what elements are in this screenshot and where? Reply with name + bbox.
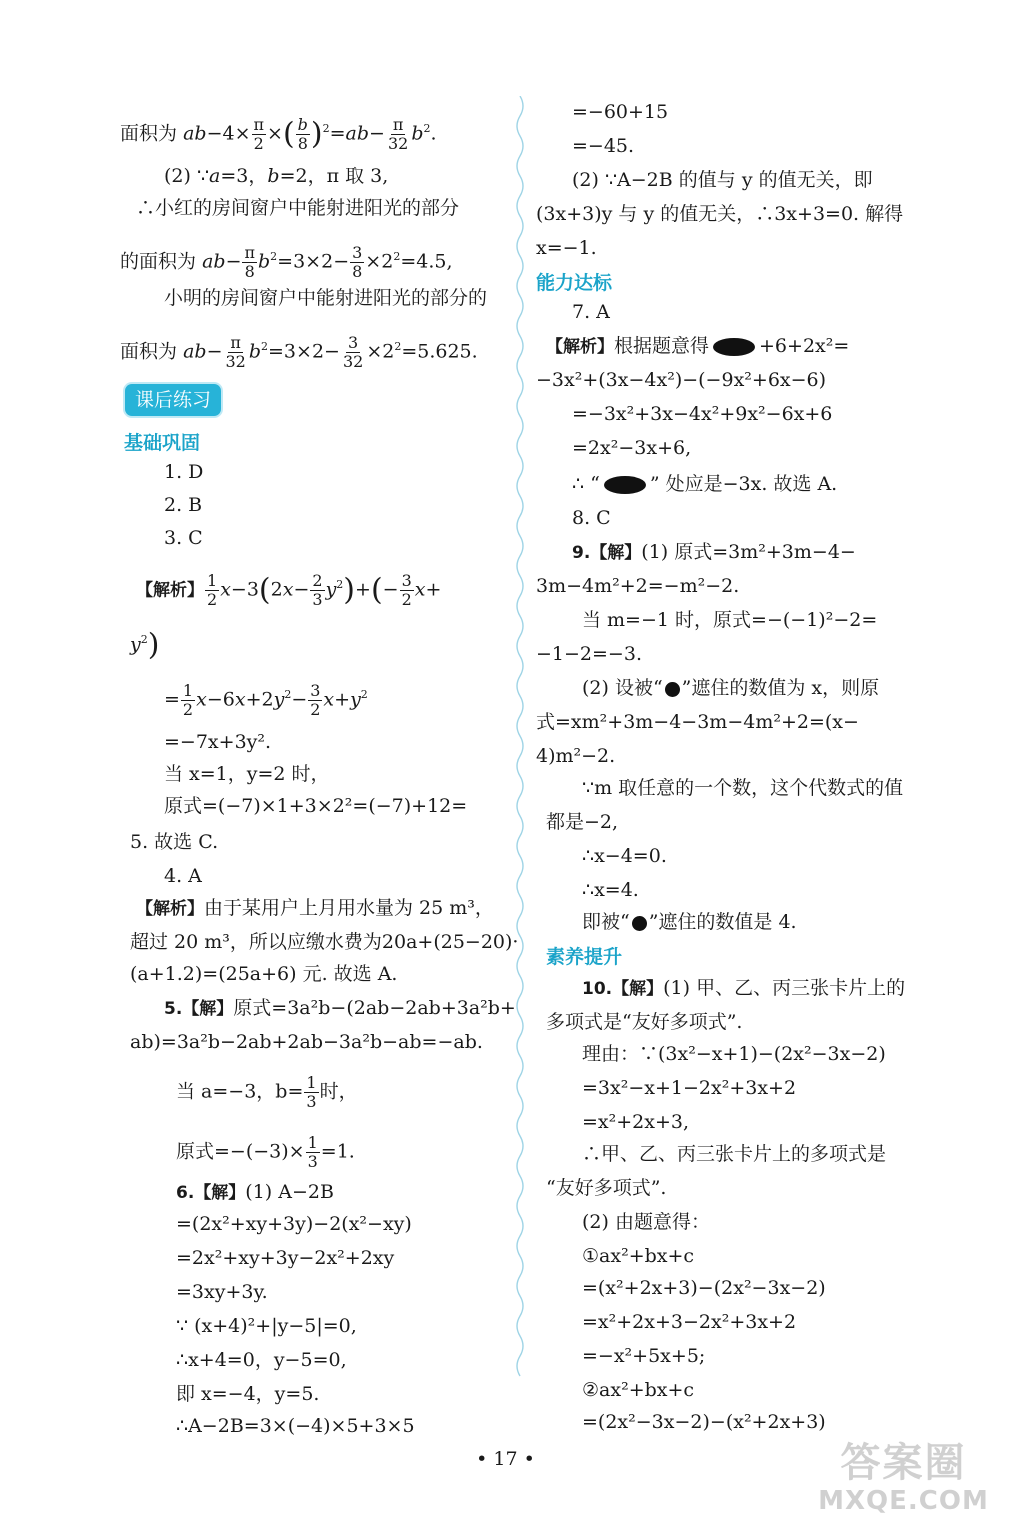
page-number: • 17 • [476, 1448, 535, 1470]
text-line: ∴小红的房间窗户中能射进阳光的部分 [136, 197, 460, 219]
text-line: 即被“ ”遮住的数值是 4. [582, 911, 797, 933]
text-line: 多项式是“友好多项式”. [546, 1011, 743, 1033]
text-line: 当 m=−1 时，原式=−(−1)²−2= [582, 609, 878, 631]
text-line: (3x+3)y 与 y 的值无关，∴3x+3=0. 解得 [536, 203, 904, 225]
ink-dot [632, 916, 647, 931]
text-line: =−7x+3y². [164, 731, 272, 753]
section-heading: 能力达标 [536, 272, 613, 294]
answer-item: 7. A [572, 301, 610, 323]
text-line: 4)m²−2. [536, 745, 616, 767]
section-heading: 素养提升 [546, 946, 623, 968]
text-line: 10.【解】(1) 甲、乙、丙三张卡片上的 [582, 977, 906, 999]
text-line: “友好多项式”. [546, 1177, 667, 1199]
text-line: 式=xm²+3m−4−3m−4m²+2=(x− [536, 711, 859, 733]
text-line: ∴x=4. [582, 879, 639, 901]
text-line: 3m−4m²+2=−m²−2. [536, 575, 740, 597]
text-line: =x²+2x+3−2x²+3x+2 [582, 1311, 797, 1333]
text-line: 面积为 ab−4× $\frac{\pi}{2}$ ×( $\frac{b}{8}$ )$^2$=ab− $\frac{\pi}{32}$ $b^2$. [120, 115, 437, 153]
text-line: (2) 由题意得： [582, 1211, 710, 1233]
text-line: = $\frac{1}{2}$ $x-6x+2y^2-$ $\frac{3}{2}$ $x+y^2$ [164, 681, 368, 719]
text-line: =−3x²+3x−4x²+9x²−6x+6 [572, 403, 833, 425]
ink-dot [665, 682, 680, 697]
text-line: =(2x²−3x−2)−(x²+2x+3) [582, 1411, 826, 1433]
text-line: 面积为 ab− $\frac{\pi}{32}$ $b^2=3\times 2-$ $\frac{3}{32}$ $\times 2^2=5.625$. [120, 333, 478, 371]
text-line: =−45. [572, 135, 635, 157]
text-line: 9.【解】(1) 原式=3m²+3m−4− [572, 541, 856, 563]
text-line: 6.【解】(1) A−2B [176, 1181, 334, 1203]
text-line: =−x²+5x+5; [582, 1345, 706, 1367]
ink-blot [713, 338, 755, 356]
text-line: 当 a=−3，b= $\frac{1}{3}$ 时， [176, 1073, 358, 1111]
answer-item: 4. A [164, 865, 202, 887]
text-line: =2x²−3x+6, [572, 437, 692, 459]
section-heading: 基础巩固 [124, 432, 201, 454]
text-line: $y^2$) [130, 627, 160, 663]
text-line: 都是−2, [546, 811, 619, 833]
answer-item: 8. C [572, 507, 611, 529]
text-line: ∵m 取任意的一个数，这个代数式的值 [582, 777, 904, 799]
text-line: =x²+2x+3, [582, 1111, 690, 1133]
text-line: 5. 故选 C. [130, 831, 219, 853]
text-line: 即 x=−4，y=5. [176, 1383, 320, 1405]
text-line: (2) 设被“ ”遮住的数值为 x，则原 [582, 677, 880, 699]
text-line: (2) ∵a=3，b=2，π 取 3, [164, 165, 389, 187]
text-line: 原式=−(−3)× $\frac{1}{3}$ =1. [176, 1133, 355, 1171]
text-line: =2x²+xy+3y−2x²+2xy [176, 1247, 395, 1269]
text-line: ∴x−4=0. [582, 845, 667, 867]
text-line: ∵ (x+4)²+|y−5|=0, [176, 1315, 357, 1337]
text-line: 5.【解】原式=3a²b−(2ab−2ab+3a²b+ [164, 997, 516, 1019]
text-line: 理由：∵(3x²−x+1)−(2x²−3x−2) [582, 1043, 886, 1065]
text-line: 的面积为 ab− $\frac{\pi}{8}$ $b^2=3\times 2-$ $\frac{3}{8}$ $\times 2^2=4.5$, [120, 243, 453, 281]
text-line: ∴A−2B=3×(−4)×5+3×5 [176, 1415, 415, 1437]
ink-blot [604, 476, 646, 494]
text-line: 当 x=1，y=2 时， [164, 763, 330, 785]
text-line: ①ax²+bx+c [582, 1245, 695, 1267]
text-line: −1−2=−3. [536, 643, 642, 665]
text-line: (a+1.2)=(25a+6) 元. 故选 A. [130, 963, 398, 985]
text-line: x=−1. [536, 237, 597, 259]
text-line: ∴甲、乙、丙三张卡片上的多项式是 [582, 1143, 887, 1165]
text-line: 【解析】由于某用户上月用水量为 25 m³， [136, 897, 494, 919]
answer-item: 2. B [164, 494, 203, 516]
text-line: −3x²+(3x−4x²)−(−9x²+6x−6) [536, 369, 827, 391]
text-line: 原式=(−7)×1+3×2²=(−7)+12= [164, 795, 468, 817]
column-divider [510, 96, 530, 1441]
text-line: ∴ “ ” 处应是−3x. 故选 A. [572, 473, 838, 495]
section-badge: 课后练习 [125, 384, 221, 416]
text-line: 小明的房间窗户中能射进阳光的部分的 [164, 287, 488, 309]
text-line: 【解析】根据题意得 +6+2x²= [546, 335, 850, 357]
text-line: ∴x+4=0，y−5=0, [176, 1349, 347, 1371]
text-line: =(2x²+xy+3y)−2(x²−xy) [176, 1213, 412, 1235]
text-line: 超过 20 m³，所以应缴水费为20a+(25−20)· [130, 931, 519, 953]
text-line: ②ax²+bx+c [582, 1379, 695, 1401]
answer-item: 1. D [164, 461, 204, 483]
text-line: 【解析】 $\frac{1}{2}$ x−3(2x− $\frac{2}{3}$ $y^2)+(-$ $\frac{3}{2}$ x+ [136, 571, 442, 609]
text-line: (2) ∵A−2B 的值与 y 的值无关，即 [572, 169, 873, 191]
text-line: =(x²+2x+3)−(2x²−3x−2) [582, 1277, 826, 1299]
text-line: =3xy+3y. [176, 1281, 268, 1303]
text-line: =3x²−x+1−2x²+3x+2 [582, 1077, 797, 1099]
answer-item: 3. C [164, 527, 203, 549]
text-line: ab)=3a²b−2ab+2ab−3a²b−ab=−ab. [130, 1031, 483, 1053]
text-line: =−60+15 [572, 101, 669, 123]
watermark-logo: 答案圈 MXQE.COM [818, 1440, 989, 1516]
